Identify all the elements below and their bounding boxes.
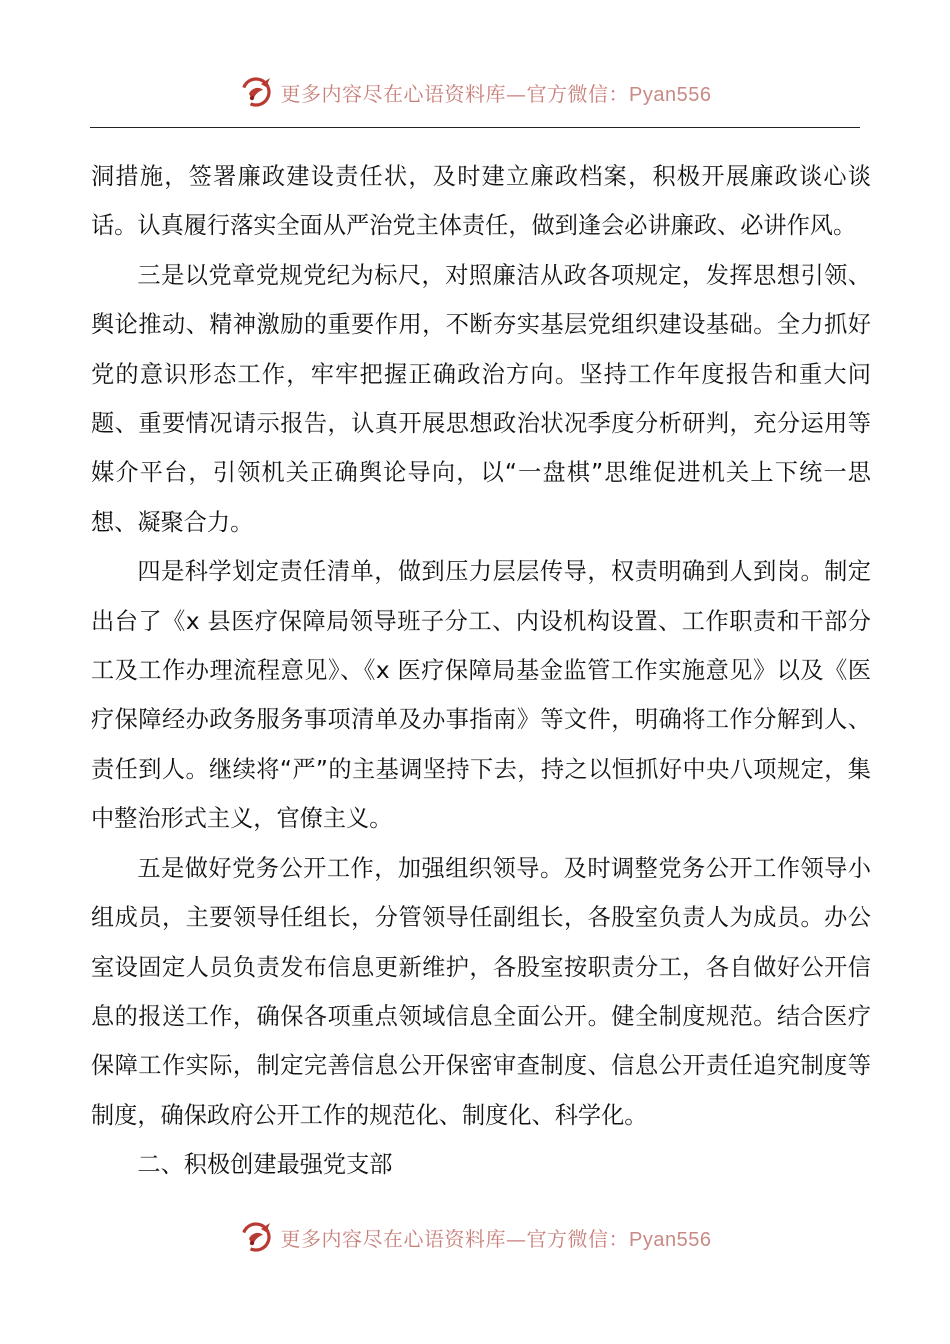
footer-banner: [0, 1217, 950, 1257]
paragraph-continuation: 洞措施，签署廉政建设责任状，及时建立廉政档案，积极开展廉政谈心谈话。认真履行落实全面从严治党主体责任，做到逢会必讲廉政、必讲作风。: [91, 163, 871, 240]
paragraph-point-four: 四是科学划定责任清单，做到压力层层传导，权责明确到人到岗。制定出台了《x 县医疗保障局领导班子分工、内设机构设置、工作职责和干部分工及工作办理流程意见》、《x 医疗保障局基金监管工作实施意见》以及《医疗保障经办政务服务事项清单及办事指南》等文件，明确将工作分解到人、责任到人。继续将“严”的主基调坚持下去，持之以恒抓好中央八项规定，集中整治形式主义，官僚主义。: [91, 558, 871, 833]
brush-heart-logo-icon: [239, 74, 275, 110]
paragraph-point-three: 三是以党章党规党纪为标尺，对照廉洁从政各项规定，发挥思想引领、舆论推动、精神激励的重要作用，不断夯实基层党组织建设基础。全力抓好党的意识形态工作，牢牢把握正确政治方向。坚持工作年度报告和重大问题、重要情况请示报告，认真开展思想政治状况季度分析研判，充分运用等媒介平台，引领机关正确舆论导向，以“一盘棋”思维促进机关上下统一思想、凝聚合力。: [91, 261, 871, 536]
header-banner-text: 更多内容尽在心语资料库—官方微信：Pyan556: [280, 81, 712, 106]
header-divider: [90, 127, 860, 128]
footer-banner-text: 更多内容尽在心语资料库—官方微信：Pyan556: [280, 1226, 712, 1251]
brush-heart-logo-icon: [239, 1219, 275, 1255]
document-body: [91, 152, 871, 1190]
header-banner: [0, 72, 950, 112]
paragraph-point-five: 五是做好党务公开工作，加强组织领导。及时调整党务公开工作领导小组成员，主要领导任组长，分管领导任副组长，各股室负责人为成员。办公室设固定人员负责发布信息更新维护，各股室按职责分工，各自做好公开信息的报送工作，确保各项重点领域信息全面公开。健全制度规范。结合医疗保障工作实际，制定完善信息公开保密审查制度、信息公开责任追究制度等制度，确保政府公开工作的规范化、制度化、科学化。: [91, 854, 871, 1129]
section-heading-two: 二、积极创建最强党支部: [137, 1151, 393, 1179]
